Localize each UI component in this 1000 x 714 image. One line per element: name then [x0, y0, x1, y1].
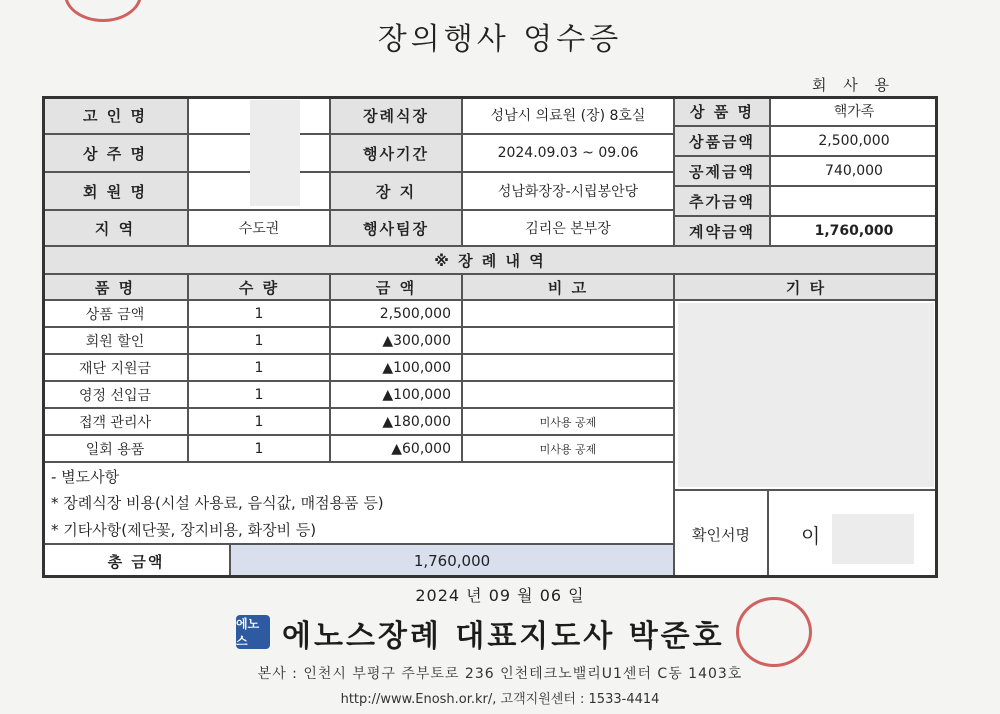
- column-header-note: 비 고: [462, 274, 674, 300]
- table-row-qty: 1: [188, 300, 330, 327]
- deduction-label: 공제금액: [674, 156, 770, 186]
- table-row-note: [462, 381, 674, 408]
- product-amount-label: 상품금액: [674, 126, 770, 156]
- table-row-amount: ▲300,000: [330, 327, 462, 354]
- member-label: 회 원 명: [42, 172, 188, 210]
- table-row-qty: 1: [188, 381, 330, 408]
- deceased-label: 고 인 명: [42, 96, 188, 134]
- table-row-name: 회원 할인: [42, 327, 188, 354]
- redaction-box: [250, 100, 300, 206]
- issue-date: 2024 년 09 월 06 일: [415, 586, 585, 605]
- table-row-amount: ▲60,000: [330, 435, 462, 462]
- column-header-etc: 기 타: [674, 274, 938, 300]
- details-title: ※ 장 례 내 역: [42, 246, 938, 274]
- table-row-note: [462, 354, 674, 381]
- table-row-note: [462, 327, 674, 354]
- table-row-qty: 1: [188, 435, 330, 462]
- total-value: 1,760,000: [230, 544, 674, 578]
- table-row-name: 일회 용품: [42, 435, 188, 462]
- additional-label: 추가금액: [674, 186, 770, 216]
- receipt-title: 장의행사 영수증: [377, 22, 623, 57]
- hall-value: 성남시 의료원 (장) 8호실: [462, 96, 674, 134]
- table-row-amount: ▲100,000: [330, 354, 462, 381]
- hall-label: 장례식장: [330, 96, 462, 134]
- copy-label: 회 사 용: [812, 76, 896, 94]
- table-row-note: 미사용 공제: [462, 408, 674, 435]
- table-row-qty: 1: [188, 354, 330, 381]
- period-value: 2024.09.03 ~ 09.06: [462, 134, 674, 172]
- column-header-qty: 수 량: [188, 274, 330, 300]
- region-value: 수도권: [188, 210, 330, 246]
- period-label: 행사기간: [330, 134, 462, 172]
- chief-mourner-label: 상 주 명: [42, 134, 188, 172]
- product-amount-value: 2,500,000: [770, 126, 938, 156]
- company-logo: 에노스: [236, 615, 270, 649]
- redaction-box: [678, 303, 934, 487]
- remarks-line-1: * 장례식장 비용(시설 사용료, 음식값, 매점용품 등): [51, 494, 384, 513]
- company-seal-stamp: [736, 597, 812, 667]
- receipt-table: [42, 96, 938, 578]
- company-address: 본사 : 인천시 부평구 주부토로 236 인천테크노밸리U1센터 C동 1403호: [257, 666, 743, 682]
- contract-value: 1,760,000: [770, 216, 938, 246]
- table-row-name: 영정 선입금: [42, 381, 188, 408]
- team-leader-value: 김리은 본부장: [462, 210, 674, 246]
- table-row-amount: 2,500,000: [330, 300, 462, 327]
- table-row-qty: 1: [188, 408, 330, 435]
- redaction-box: [832, 514, 914, 564]
- column-header-amount: 금 액: [330, 274, 462, 300]
- team-leader-label: 행사팀장: [330, 210, 462, 246]
- remarks-line-2: * 기타사항(제단꽃, 장지비용, 화장비 등): [51, 521, 317, 540]
- confirm-signature: 이: [768, 490, 938, 578]
- product-value: 핵가족: [770, 96, 938, 126]
- burial-label: 장 지: [330, 172, 462, 210]
- company-contact: http://www.Enosh.or.kr/, 고객지원센터 : 1533-4414: [340, 692, 660, 707]
- table-row-amount: ▲180,000: [330, 408, 462, 435]
- confirm-label: 확인서명: [674, 490, 768, 578]
- deduction-value: 740,000: [770, 156, 938, 186]
- table-row-qty: 1: [188, 327, 330, 354]
- company-name: 에노스장례 대표지도사 박준호: [282, 619, 725, 654]
- remarks-box: [42, 462, 674, 544]
- table-row-amount: ▲100,000: [330, 381, 462, 408]
- burial-value: 성남화장장-시립봉안당: [462, 172, 674, 210]
- total-label: 총 금액: [42, 544, 230, 578]
- table-row-note: 미사용 공제: [462, 435, 674, 462]
- contract-label: 계약금액: [674, 216, 770, 246]
- table-row-note: [462, 300, 674, 327]
- table-row-name: 상품 금액: [42, 300, 188, 327]
- remarks-title: - 별도사항: [51, 467, 120, 486]
- table-row-name: 접객 관리사: [42, 408, 188, 435]
- region-label: 지 역: [42, 210, 188, 246]
- additional-value: [770, 186, 938, 216]
- table-row-name: 재단 지원금: [42, 354, 188, 381]
- column-header-item: 품 명: [42, 274, 188, 300]
- product-label: 상 품 명: [674, 96, 770, 126]
